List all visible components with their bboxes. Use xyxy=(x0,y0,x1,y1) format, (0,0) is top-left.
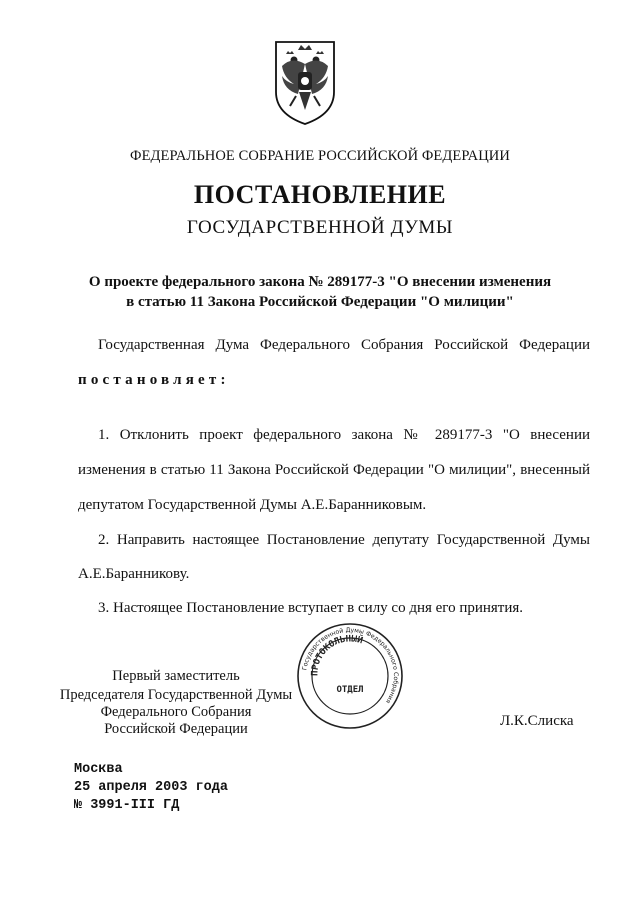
signatory-title-line: Председателя Государственной Думы xyxy=(59,687,293,703)
stamp-center-text: ОТДЕЛ xyxy=(336,685,364,695)
footer-city: Москва xyxy=(74,762,123,777)
signatory-name: Л.К.Слиска xyxy=(500,713,574,729)
subject-line: в статью 11 Закона Российской Федерации "О милиции" xyxy=(126,294,514,310)
preamble-text: Государственная Дума Федерального Собрания Российской Федерации xyxy=(98,337,590,353)
stamp-ring-text: Государственной Думы Федерального Собрания xyxy=(301,626,400,705)
footer-document-number: № 3991-III ГД xyxy=(74,798,180,813)
item-3-text: 3. Настоящее Постановление вступает в силу со дня его принятия. xyxy=(98,600,524,616)
document-issuer: ГОСУДАРСТВЕННОЙ ДУМЫ xyxy=(186,217,454,238)
item-2-line: А.Е.Баранникову. xyxy=(78,566,190,582)
coat-of-arms-emblem xyxy=(272,38,338,126)
subject-line: О проекте федерального закона № 289177-3 "О внесении изменения xyxy=(88,274,552,290)
item-1-line: изменения в статью 11 Закона Российской Федерации "О милиции", внесенный xyxy=(78,462,590,478)
item-1-line: депутатом Государственной Думы А.Е.Баранниковым. xyxy=(78,497,427,513)
signatory-title-line: Федерального Собрания xyxy=(100,704,252,720)
footer-date: 25 апреля 2003 года xyxy=(74,780,228,795)
item-1-line: 1. Отклонить проект федерального закона № 289177-3 "О внесении xyxy=(98,427,590,443)
signatory-title-line: Первый заместитель xyxy=(112,668,240,684)
decree-word: постановляет: xyxy=(78,372,230,388)
signatory-title-line: Российской Федерации xyxy=(104,721,248,737)
document-subject xyxy=(0,272,640,312)
organization-name: ФЕДЕРАЛЬНОЕ СОБРАНИЕ РОССИЙСКОЙ ФЕДЕРАЦИИ xyxy=(130,148,510,164)
item-2-line: 2. Направить настоящее Постановление депутату Государственной Думы xyxy=(98,532,590,548)
stamp-top-text: ПРОТОКОЛЬНЫЙ xyxy=(310,634,364,677)
document-type-title: ПОСТАНОВЛЕНИЕ xyxy=(193,180,447,209)
